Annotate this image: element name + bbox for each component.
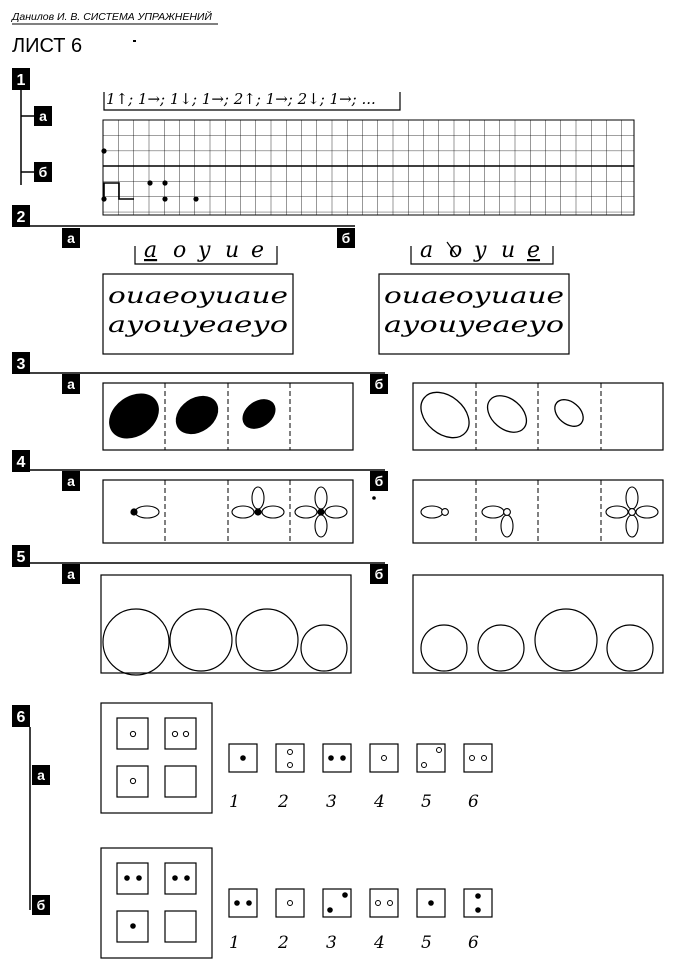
circle-small xyxy=(301,625,347,671)
letter-row-2: ауоиуеаеуо xyxy=(384,313,564,338)
exercise-number: 4 xyxy=(16,454,26,471)
exercise-5 xyxy=(12,545,663,675)
start-dot xyxy=(101,148,106,153)
flower-three-petals xyxy=(232,487,284,518)
circle-small xyxy=(421,625,467,671)
flower-one-petal-outline xyxy=(421,506,448,518)
flower-one-petal xyxy=(130,506,159,518)
answer-option[interactable] xyxy=(370,889,398,917)
circles-frame xyxy=(413,575,663,673)
answer-options xyxy=(229,744,492,772)
flower-two-petals-outline xyxy=(482,506,513,537)
dot xyxy=(162,196,167,201)
exercise-3 xyxy=(12,352,663,450)
vowel-key: а о у и е xyxy=(144,238,265,263)
sub-label-b: б xyxy=(38,164,48,180)
exercise-6 xyxy=(12,703,492,958)
squared-grid xyxy=(103,120,634,215)
sub-label-a: а xyxy=(39,108,47,124)
sub-label-a: а xyxy=(37,767,45,783)
circle-large xyxy=(236,609,298,671)
sub-label-b: б xyxy=(374,473,384,489)
exercise-number: 5 xyxy=(16,549,26,566)
answer-options xyxy=(229,889,492,917)
author-title: Данилов И. В. СИСТЕМА УПРАЖНЕНИЙ xyxy=(12,11,212,23)
letter-row-1: оиаеоуиаие xyxy=(384,284,564,309)
letter-row-2: ауоиуеаеуо xyxy=(108,313,288,338)
answer-option[interactable] xyxy=(323,744,351,772)
flower-four-petals-outline xyxy=(606,487,658,537)
filled-oval-medium xyxy=(168,388,225,442)
letter-row-1: оиаеоуиаие xyxy=(108,284,288,309)
circle-large xyxy=(103,609,169,675)
graphic-dictation: 1↑; 1→; 1↓; 1→; 2↑; 1→; 2↓; 1→; ... xyxy=(106,90,376,108)
sub-label-a: а xyxy=(67,230,75,246)
outline-oval-small xyxy=(550,394,589,431)
speck xyxy=(133,40,136,42)
exercise-number: 6 xyxy=(16,709,26,726)
matrix-cell xyxy=(117,863,148,894)
exercise-4 xyxy=(12,450,663,543)
filled-oval-large xyxy=(100,384,167,448)
matrix-cell xyxy=(165,718,196,749)
speck xyxy=(372,496,376,500)
sub-label-a: а xyxy=(67,566,75,582)
exercise-number: 2 xyxy=(16,209,26,226)
option-numbers: 1 2 3 4 5 6 xyxy=(229,933,479,953)
matrix-cell xyxy=(165,863,196,894)
circle-small xyxy=(607,625,653,671)
sub-label-b: б xyxy=(36,897,46,913)
matrix-cell-empty xyxy=(165,911,196,942)
dot xyxy=(193,196,198,201)
vowel-key: а о у и е xyxy=(420,238,541,263)
sub-label-b: б xyxy=(374,376,384,392)
flower-four-petals xyxy=(295,487,347,537)
sub-label-a: а xyxy=(67,473,75,489)
exercise-2 xyxy=(12,205,569,354)
sheet-label: ЛИСТ 6 xyxy=(12,35,83,57)
filled-oval-small xyxy=(237,393,281,435)
exercise-1 xyxy=(12,68,634,215)
outline-oval-medium xyxy=(481,388,534,439)
sub-label-b: б xyxy=(341,230,351,246)
dot xyxy=(162,180,167,185)
dot xyxy=(147,180,152,185)
answer-option[interactable] xyxy=(229,889,257,917)
circle-small xyxy=(478,625,524,671)
answer-option[interactable] xyxy=(464,744,492,772)
exercise-number: 1 xyxy=(16,72,26,89)
sub-label-a: а xyxy=(67,376,75,392)
circle-large xyxy=(170,609,232,671)
option-numbers: 1 2 3 4 5 6 xyxy=(229,792,479,812)
matrix-cell-empty xyxy=(165,766,196,797)
sub-label-b: б xyxy=(374,566,384,582)
outline-oval-large xyxy=(412,383,478,447)
dot xyxy=(101,196,106,201)
exercise-number: 3 xyxy=(16,356,26,373)
circle-large xyxy=(535,609,597,671)
